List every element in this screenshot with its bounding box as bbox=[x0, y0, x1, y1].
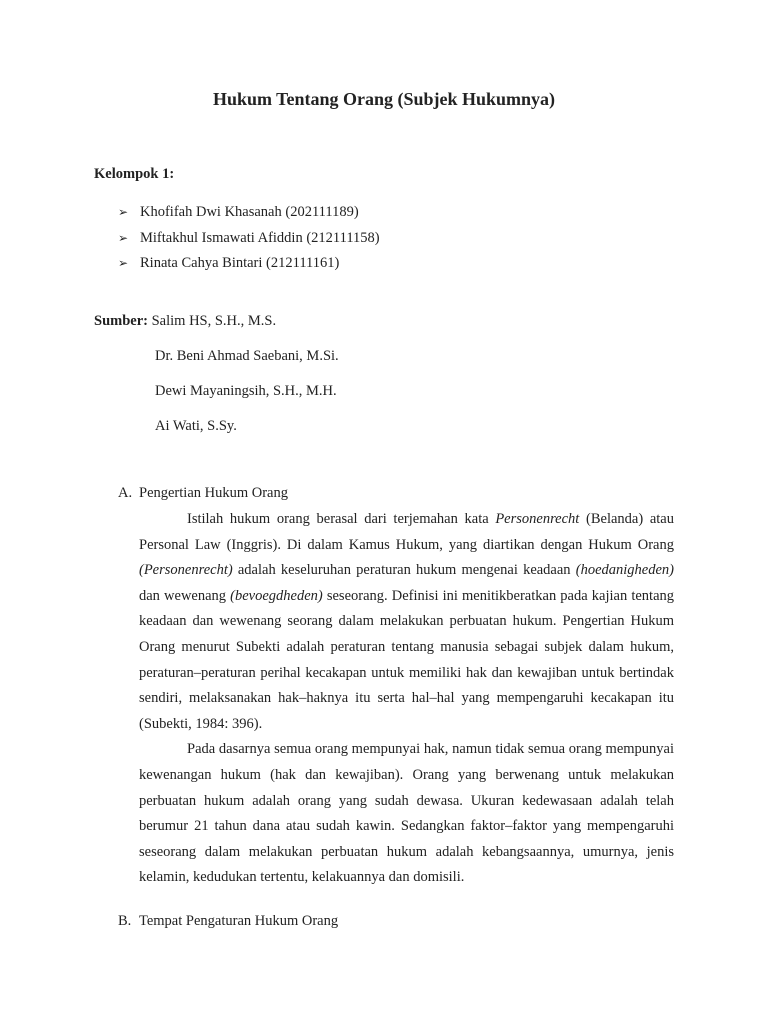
source-item: Ai Wati, S.Sy. bbox=[155, 418, 237, 434]
sources-block bbox=[94, 311, 339, 451]
list-item bbox=[118, 226, 380, 252]
section-title: Pengertian Hukum Orang bbox=[139, 485, 288, 501]
member-name: Khofifah Dwi Khasanah (202111189) bbox=[140, 204, 359, 221]
source-item: Dr. Beni Ahmad Saebani, M.Si. bbox=[155, 348, 339, 364]
arrow-bullet-icon: ➢ bbox=[118, 205, 129, 220]
source-item: Dewi Mayaningsih, S.H., M.H. bbox=[155, 383, 337, 399]
italic-term: (Personenrecht) bbox=[139, 562, 233, 579]
section-heading-b bbox=[118, 913, 338, 930]
sources-label: Sumber: bbox=[94, 313, 148, 329]
paragraph-text: Istilah hukum orang berasal dari terjemahan kata bbox=[187, 511, 496, 527]
member-name: Miftakhul Ismawati Afiddin (212111158) bbox=[140, 229, 380, 246]
source-row bbox=[94, 311, 339, 346]
section-a-body bbox=[139, 507, 674, 891]
member-name: Rinata Cahya Bintari (212111161) bbox=[140, 255, 340, 272]
italic-term: Personenrecht bbox=[495, 511, 580, 527]
section-heading-a bbox=[118, 485, 288, 502]
document-title: Hukum Tentang Orang (Subjek Hukumnya) bbox=[212, 89, 556, 109]
list-item bbox=[118, 200, 380, 226]
paragraph-text: (Belanda) atau Personal Law (Inggris). Di dalam Kamus Hukum, yang diartikan dengan Hukum Orang bbox=[139, 511, 674, 553]
list-item bbox=[118, 251, 380, 277]
paragraph-2: Pada dasarnya semua orang mempunyai hak, namun tidak semua orang mempunyai kewenangan hukum (hak dan kewajiban). Orang yang berwenang untuk melakukan perbuatan hukum adalah orang yang sudah dewasa. Ukuran kedewasaan adalah telah berumur 21 tahun dana atau sudah kawin. Sedangkan faktor–faktor yang mempengaruhi seseorang dalam melakukan perbuatan hukum adalah kebangsaannya, umurnya, jenis kelamin, kedudukan tertentu, kelakuannya dan domisili. bbox=[139, 741, 674, 886]
paragraph-1 bbox=[139, 507, 674, 737]
paragraph-text: adalah keseluruhan peraturan hukum mengenai keadaan bbox=[232, 562, 576, 579]
section-title: Tempat Pengaturan Hukum Orang bbox=[139, 913, 339, 929]
italic-term: (hoedanigheden) bbox=[575, 562, 674, 579]
section-letter: B. bbox=[118, 913, 132, 929]
arrow-bullet-icon: ➢ bbox=[118, 256, 129, 271]
member-list bbox=[118, 200, 380, 277]
paragraph-text: dan wewenang bbox=[139, 587, 231, 604]
section-letter: A. bbox=[118, 485, 133, 501]
italic-term: (bevoegdheden) bbox=[230, 587, 323, 604]
arrow-bullet-icon: ➢ bbox=[118, 230, 129, 245]
source-item: Salim HS, S.H., M.S. bbox=[151, 313, 277, 329]
group-label: Kelompok 1: bbox=[94, 166, 175, 182]
paragraph-text: seseorang. Definisi ini menitikberatkan pada kajian tentang keadaan dan wewenang seorang dalam melakukan perbuatan hukum. Pengertian Hukum Orang menurut Subekti adalah peraturan tentang manusia sebagai subjek dalam hukum, peraturan–peraturan perihal kecakapan untuk memiliki hak dan kewajiban untuk bertindak sendiri, melaksanakan hak–haknya itu serta hal–hal yang mempengaruhi kecakapan itu (Subekti, 1984: 396). bbox=[139, 587, 675, 732]
